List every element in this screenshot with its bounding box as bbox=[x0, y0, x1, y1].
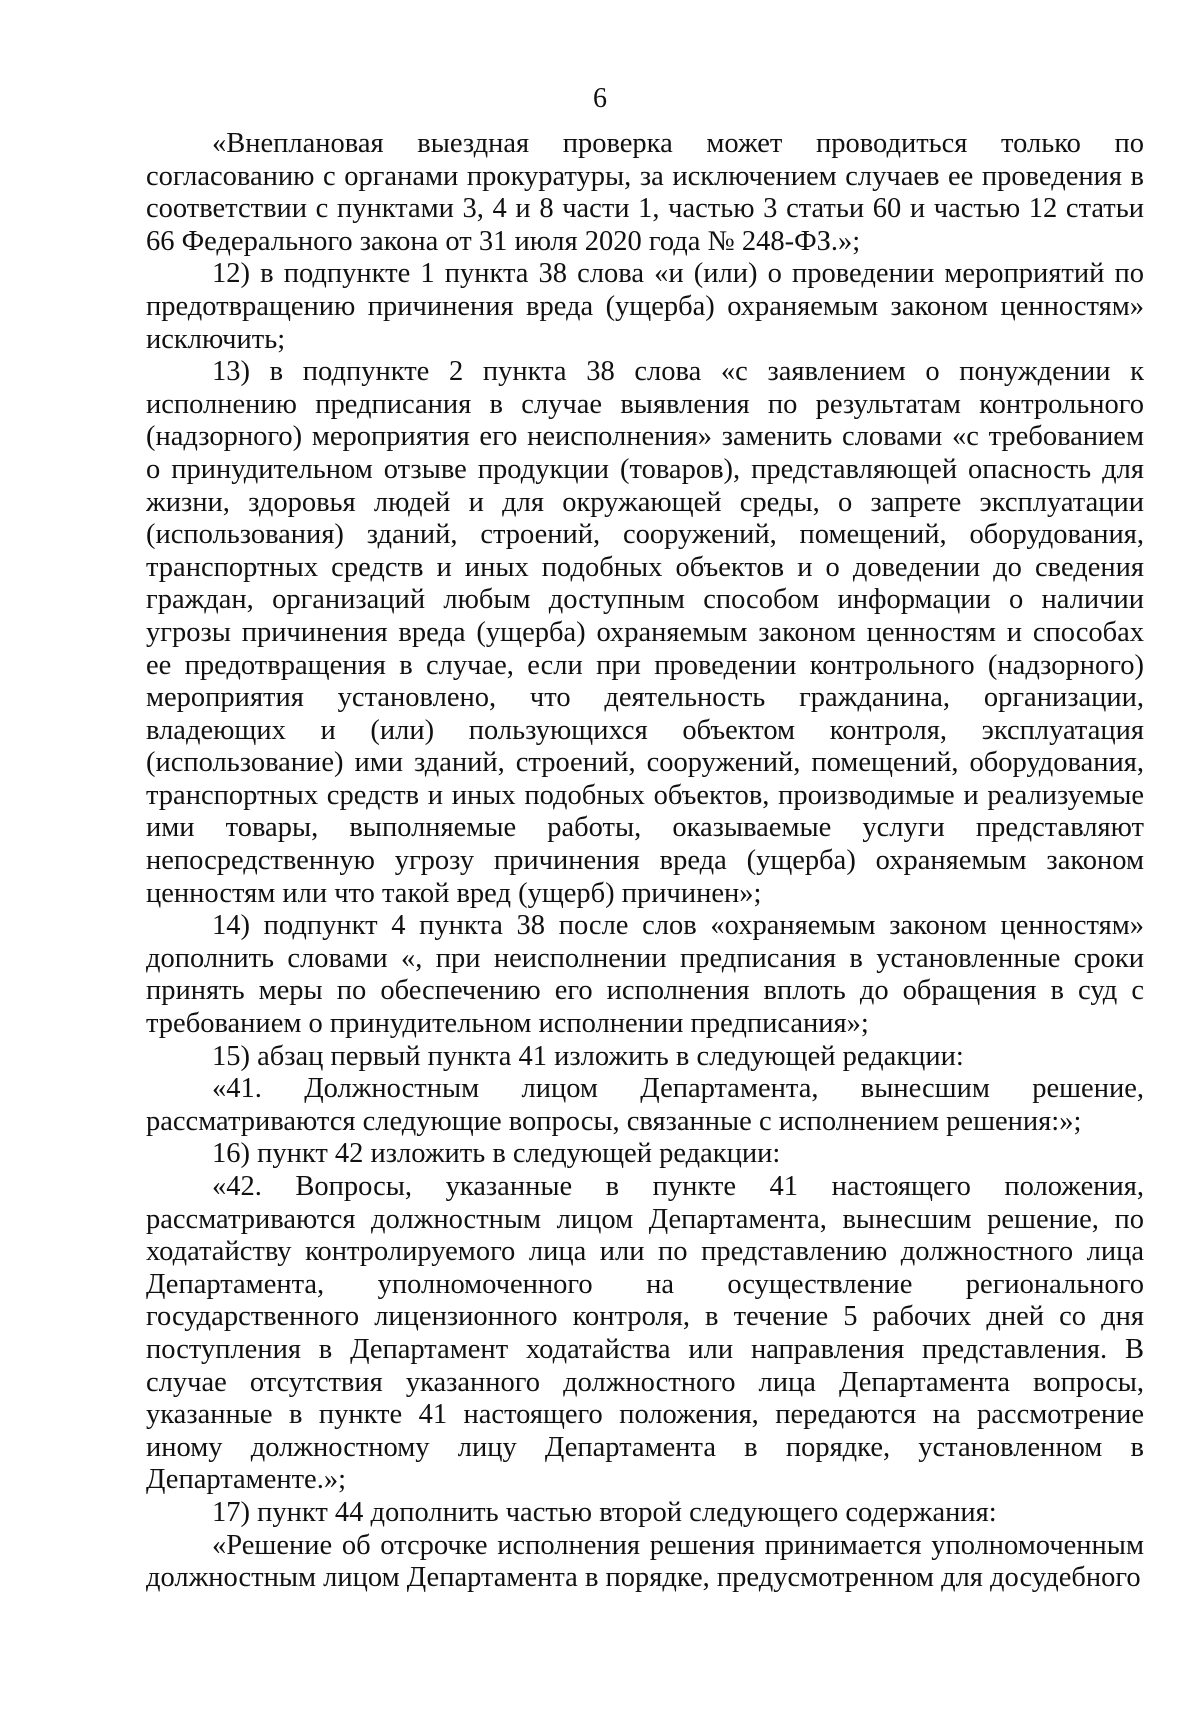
paragraph-quoted-deferral-decision: «Решение об отсрочке исполнения решения принимается уполномоченным должностным лицом Департамента в порядке, предусмотренном для досудебного bbox=[146, 1529, 1144, 1594]
paragraph-quoted-inspection-clause: «Внеплановая выездная проверка может проводиться только по согласованию с органами прокуратуры, за исключением случаев ее проведения в соответствии с пунктами 3, 4 и 8 части 1, частью 3 статьи 60 и частью 12 статьи 66 Федерального закона от 31 июля 2020 года № 248-ФЗ.»; bbox=[146, 128, 1144, 257]
paragraph-item-15: 15) абзац первый пункта 41 изложить в следующей редакции: bbox=[212, 1040, 964, 1072]
paragraph-item-12: 12) в подпункте 1 пункта 38 слова «и (или) о проведении мероприятий по предотвращению причинения вреда (ущерба) охраняемым законом ценностям» исключить; bbox=[146, 258, 1144, 355]
document-body bbox=[146, 128, 1144, 1595]
paragraph-item-14: 14) подпункт 4 пункта 38 после слов «охраняемым законом ценностям» дополнить словами «, при неисполнении предписания в установленные сроки принять меры по обеспечению его исполнения вплоть до обращения в суд с требованием о принудительном исполнении предписания»; bbox=[146, 910, 1144, 1040]
paragraph-item-16: 16) пункт 42 изложить в следующей редакции: bbox=[212, 1138, 781, 1170]
paragraph-item-13: 13) в подпункте 2 пункта 38 слова «с заявлением о понуждении к исполнению предписания в случае выявления по результатам контрольного (надзорного) мероприятия его неисполнения» заменить словами «с требованием о принудительном отзыве продукции (товаров), представляющей опасность для жизни, здоровья людей и для окружающей среды, о запрете эксплуатации (использования) зданий, строений, сооружений, помещений, оборудования, транспортных средств и иных подобных объектов и о доведении до сведения граждан, организаций любым доступным способом информации о наличии угрозы причинения вреда (ущерба) охраняемым законом ценностям и способах ее предотвращения в случае, если при проведении контрольного (надзорного) мероприятия установлено, что деятельность гражданина, организации, владеющих и (или) пользующихся объектом контроля, эксплуатация (использование) ими зданий, строений, сооружений, помещений, оборудования, транспортных средств и иных подобных объектов, производимые и реализуемые ими товары, выполняемые работы, оказываемые услуги представляют непосредственную угрозу причинения вреда (ущерба) охраняемым законом ценностям или что такой вред (ущерб) причинен»; bbox=[146, 356, 1144, 909]
paragraph-item-17: 17) пункт 44 дополнить частью второй следующего содержания: bbox=[212, 1496, 997, 1528]
paragraph-quoted-point-42: «42. Вопросы, указанные в пункте 41 настоящего положения, рассматриваются должностным лицом Департамента, вынесшим решение, по ходатайству контролируемого лица или по представлению должностного лица Департамента, уполномоченного на осуществление регионального государственного лицензионного контроля, в течение 5 рабочих дней со дня поступления в Департамент ходатайства или направления представления. В случае отсутствия указанного должностного лица Департамента вопросы, указанные в пункте 41 настоящего положения, передаются на рассмотрение иному должностному лицу Департамента в порядке, установленном в Департаменте.»; bbox=[146, 1171, 1144, 1496]
page-number: 6 bbox=[593, 83, 607, 114]
paragraph-quoted-point-41: «41. Должностным лицом Департамента, вынесшим решение, рассматриваются следующие вопросы, связанные с исполнением решения:»; bbox=[146, 1073, 1144, 1137]
